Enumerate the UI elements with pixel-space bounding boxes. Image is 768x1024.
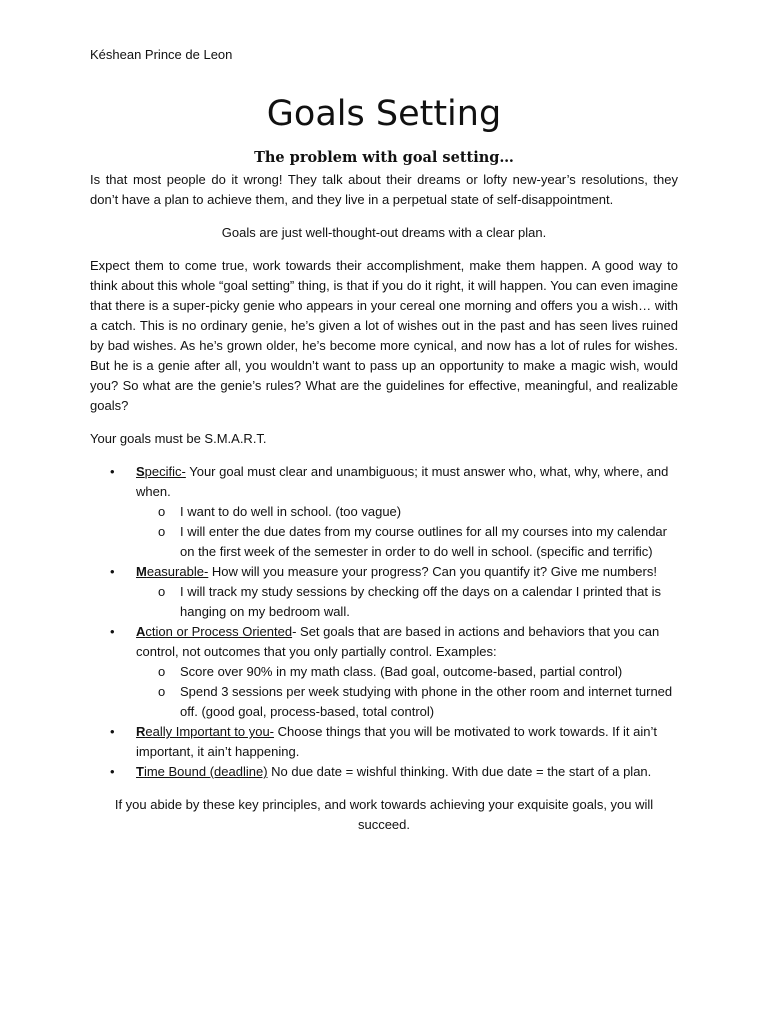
sub-item: o I will track my study sessions by checking off the days on a calendar I printed that is hanging on my bedroom wall. xyxy=(158,584,661,619)
smart-term: Specific- xyxy=(136,464,186,479)
smart-item-time-bound xyxy=(90,762,678,782)
closing-paragraph: If you abide by these key principles, and work towards achieving your exquisite goals, you will succeed. xyxy=(114,797,654,832)
smart-item-really-important xyxy=(90,722,678,762)
sub-item: o I will enter the due dates from my course outlines for all my courses into my calendar on the first week of the semester in order to do well in school. (specific and terrific) xyxy=(158,524,667,559)
smart-text: How will you measure your progress? Can you quantify it? Give me numbers! xyxy=(208,564,657,579)
sub-item: o Spend 3 sessions per week studying with phone in the other room and internet turned off. (good goal, process-based, total control) xyxy=(158,684,673,719)
circle-bullet-icon: o xyxy=(158,664,166,679)
smart-text: Your goal must clear and unambiguous; it must answer who, what, why, where, and when. xyxy=(136,464,669,499)
smart-list xyxy=(90,462,678,782)
bullet-icon: • xyxy=(110,724,115,739)
smart-item-action xyxy=(90,622,678,722)
smart-text: Choose things that you will be motivated to work towards. If it ain’t important, it ain’t happening. xyxy=(136,724,657,759)
bullet-icon: • xyxy=(110,764,115,779)
bullet-icon: • xyxy=(110,624,115,639)
smart-term: Time Bound (deadline) xyxy=(136,764,268,779)
smart-text: No due date = wishful thinking. With due date = the start of a plan. xyxy=(267,764,652,779)
page-title: Goals Setting xyxy=(266,94,502,134)
definition-paragraph: Goals are just well-thought-out dreams with a clear plan. xyxy=(221,225,547,240)
smart-term: Measurable- xyxy=(136,564,209,579)
author-name: Késhean Prince de Leon xyxy=(90,47,233,62)
smart-item-measurable xyxy=(90,562,678,622)
circle-bullet-icon: o xyxy=(158,584,166,599)
document-body xyxy=(90,170,678,835)
genie-paragraph: Expect them to come true, work towards their accomplishment, make them happen. A good way to think about this whole “goal setting” thing, is that if you do it right, it will happen. You can even imagine that there is a super-picky genie who appears in your cereal one morning and offers you a wish… with a catch. This is no ordinary genie, he’s given a lot of wishes out in the past and has seen lives ruined by bad wishes. As he’s grown older, he’s become more cynical, and now has a lot of rules for wishes. But he is a genie after all, you wouldn’t want to pass up an opportunity to make a magic wish, would you? So what are the genie’s rules? What are the guidelines for effective, meaningful, and realizable goals? xyxy=(90,258,678,413)
subtitle: The problem with goal setting… xyxy=(254,149,514,166)
bullet-icon: • xyxy=(110,464,115,479)
smart-term: Action or Process Oriented xyxy=(136,624,293,639)
sub-item: o Score over 90% in my math class. (Bad goal, outcome-based, partial control) xyxy=(136,662,678,682)
smart-item-specific xyxy=(90,462,678,562)
smart-term: Really Important to you- xyxy=(136,724,275,739)
smart-text: - Set goals that are based in actions and behaviors that you can control, not outcomes that you only partially control. Examples: xyxy=(136,624,660,659)
circle-bullet-icon: o xyxy=(158,504,166,519)
bullet-icon: • xyxy=(110,564,115,579)
intro-paragraph: Is that most people do it wrong! They talk about their dreams or lofty new-year’s resolutions, they don’t have a plan to achieve them, and they live in a perpetual state of self-disappointment. xyxy=(90,172,678,207)
circle-bullet-icon: o xyxy=(158,684,166,699)
sub-item: o I want to do well in school. (too vague) xyxy=(136,502,678,522)
sub-list xyxy=(136,502,678,562)
sub-list xyxy=(136,582,678,622)
sub-list xyxy=(136,662,678,722)
circle-bullet-icon: o xyxy=(158,524,166,539)
smart-intro: Your goals must be S.M.A.R.T. xyxy=(90,431,267,446)
